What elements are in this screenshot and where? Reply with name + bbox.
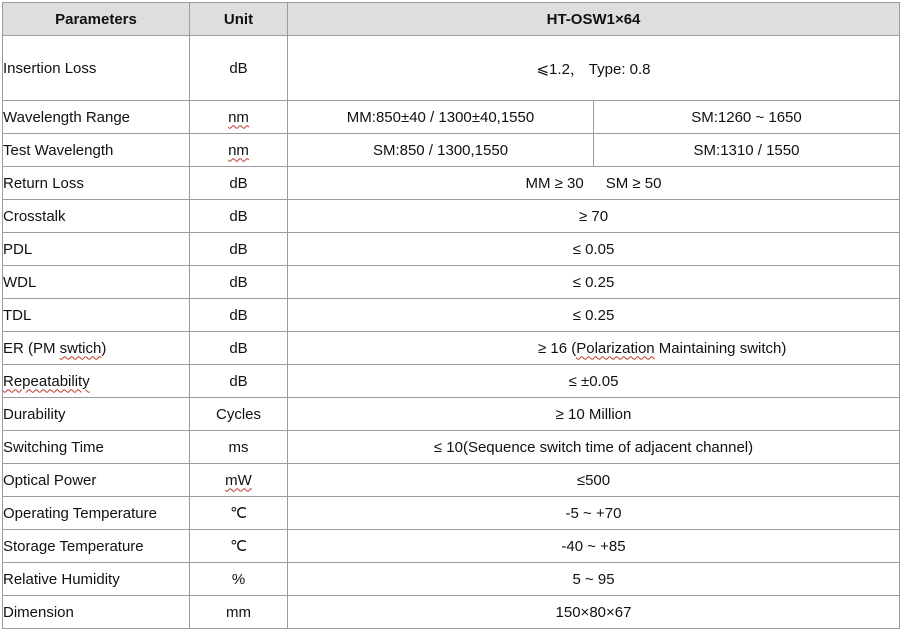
param-value-mm: SM:850 / 1300,1550 [288,134,594,167]
param-value: ≤500 [288,464,900,497]
param-unit: mm [190,596,288,629]
table-row [3,365,900,398]
param-name: Return Loss [3,167,190,200]
param-prefix: ER (PM [3,339,60,357]
spec-table [2,2,900,629]
table-row [3,431,900,464]
param-name: Wavelength Range [3,101,190,134]
table-row [3,200,900,233]
value-mm: MM ≥ 30 [525,174,584,192]
value-suffix: Maintaining switch) [654,339,787,357]
param-unit: dB [190,233,288,266]
param-name [3,365,190,398]
param-unit: ℃ [190,497,288,530]
param-name: PDL [3,233,190,266]
param-unit: ℃ [190,530,288,563]
param-unit [190,134,288,167]
param-value: ≤ 0.25 [288,299,900,332]
param-value: ≤ 0.05 [288,233,900,266]
param-value: -5 ~ +70 [288,497,900,530]
table-row [3,134,900,167]
param-unit: % [190,563,288,596]
param-value: 150×80×67 [288,596,900,629]
param-value [288,332,900,365]
header-parameters: Parameters [3,3,190,36]
param-name: Relative Humidity [3,563,190,596]
param-unit: dB [190,200,288,233]
param-name: WDL [3,266,190,299]
param-name: Insertion Loss [3,36,190,101]
param-name: Optical Power [3,464,190,497]
table-row [3,332,900,365]
param-name: Operating Temperature [3,497,190,530]
value-squig: Polarization [576,339,655,357]
param-value: ≥ 70 [288,200,900,233]
value-sm: SM ≥ 50 [605,174,662,192]
unit-text: nm [228,141,249,159]
param-name: Test Wavelength [3,134,190,167]
param-unit: Cycles [190,398,288,431]
param-name: Durability [3,398,190,431]
param-value: ≤ ±0.05 [288,365,900,398]
table-row [3,233,900,266]
param-name: Dimension [3,596,190,629]
table-row [3,266,900,299]
param-name: TDL [3,299,190,332]
param-unit [190,464,288,497]
param-unit: ms [190,431,288,464]
param-unit: dB [190,365,288,398]
param-value-sm: SM:1260 ~ 1650 [594,101,900,134]
param-suffix: ) [101,339,107,357]
param-unit: dB [190,167,288,200]
table-header-row [3,3,900,36]
param-name [3,332,190,365]
param-name: Storage Temperature [3,530,190,563]
table-row [3,464,900,497]
param-value [288,167,900,200]
table-row [3,497,900,530]
table-row [3,596,900,629]
header-unit: Unit [190,3,288,36]
header-model: HT-OSW1×64 [288,3,900,36]
param-name: Switching Time [3,431,190,464]
param-value: ≤ 0.25 [288,266,900,299]
table-row [3,563,900,596]
param-value: ≤ 10(Sequence switch time of adjacent channel) [288,431,900,464]
param-unit: dB [190,332,288,365]
unit-text: mW [225,471,252,489]
param-unit [190,101,288,134]
unit-text: nm [228,108,249,126]
table-row [3,167,900,200]
param-value-sm: SM:1310 / 1550 [594,134,900,167]
value-prefix: ≥ 16 ( [538,339,577,357]
param-value: -40 ~ +85 [288,530,900,563]
param-squig: swtich [59,339,102,357]
param-value: ≥ 10 Million [288,398,900,431]
table-row [3,398,900,431]
table-row [3,101,900,134]
param-text: Repeatability [3,372,90,390]
param-value: 5 ~ 95 [288,563,900,596]
param-value-mm: MM:850±40 / 1300±40,1550 [288,101,594,134]
param-unit: dB [190,299,288,332]
table-row [3,530,900,563]
table-row [3,36,900,101]
table-row [3,299,900,332]
param-value: ⩽1.2， Type: 0.8 [288,36,900,101]
param-name: Crosstalk [3,200,190,233]
param-unit: dB [190,36,288,101]
param-unit: dB [190,266,288,299]
